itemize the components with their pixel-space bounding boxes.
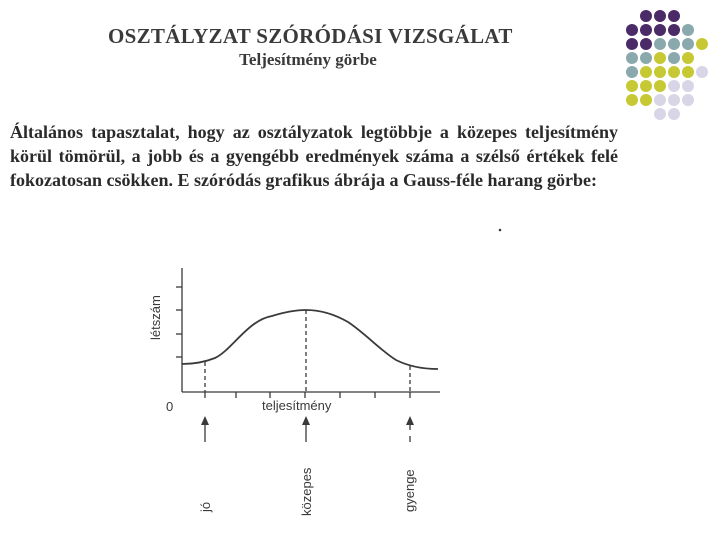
arrowhead-jo (201, 416, 209, 425)
y-axis-label: létszám (148, 295, 163, 340)
x-axis-label: teljesítmény (262, 398, 332, 413)
bell-curve (182, 310, 438, 369)
slide-body-text: Általános tapasztalat, hogy az osztályzatok legtöbbje a közepes teljesítmény körül tömörül, a jobb és a gyengébb eredmények száma a szélső értékek felé fokozatosan csökken. E szóródás grafikus ábrája a Gauss-féle harang görbe: (10, 122, 618, 190)
marker-label-gyenge: gyenge (402, 469, 417, 512)
marker-label-jo: jó (198, 501, 213, 512)
marker-label-kozepes: közepes (299, 467, 314, 516)
arrowhead-kozepes (302, 416, 310, 425)
slide-title: OSZTÁLYZAT SZÓRÓDÁSI VIZSGÁLAT (108, 24, 513, 48)
origin-label: 0 (166, 399, 174, 414)
slide-subtitle: Teljesítmény görbe (239, 50, 377, 69)
arrowhead-gyenge (406, 416, 414, 425)
stray-dot (499, 229, 502, 232)
